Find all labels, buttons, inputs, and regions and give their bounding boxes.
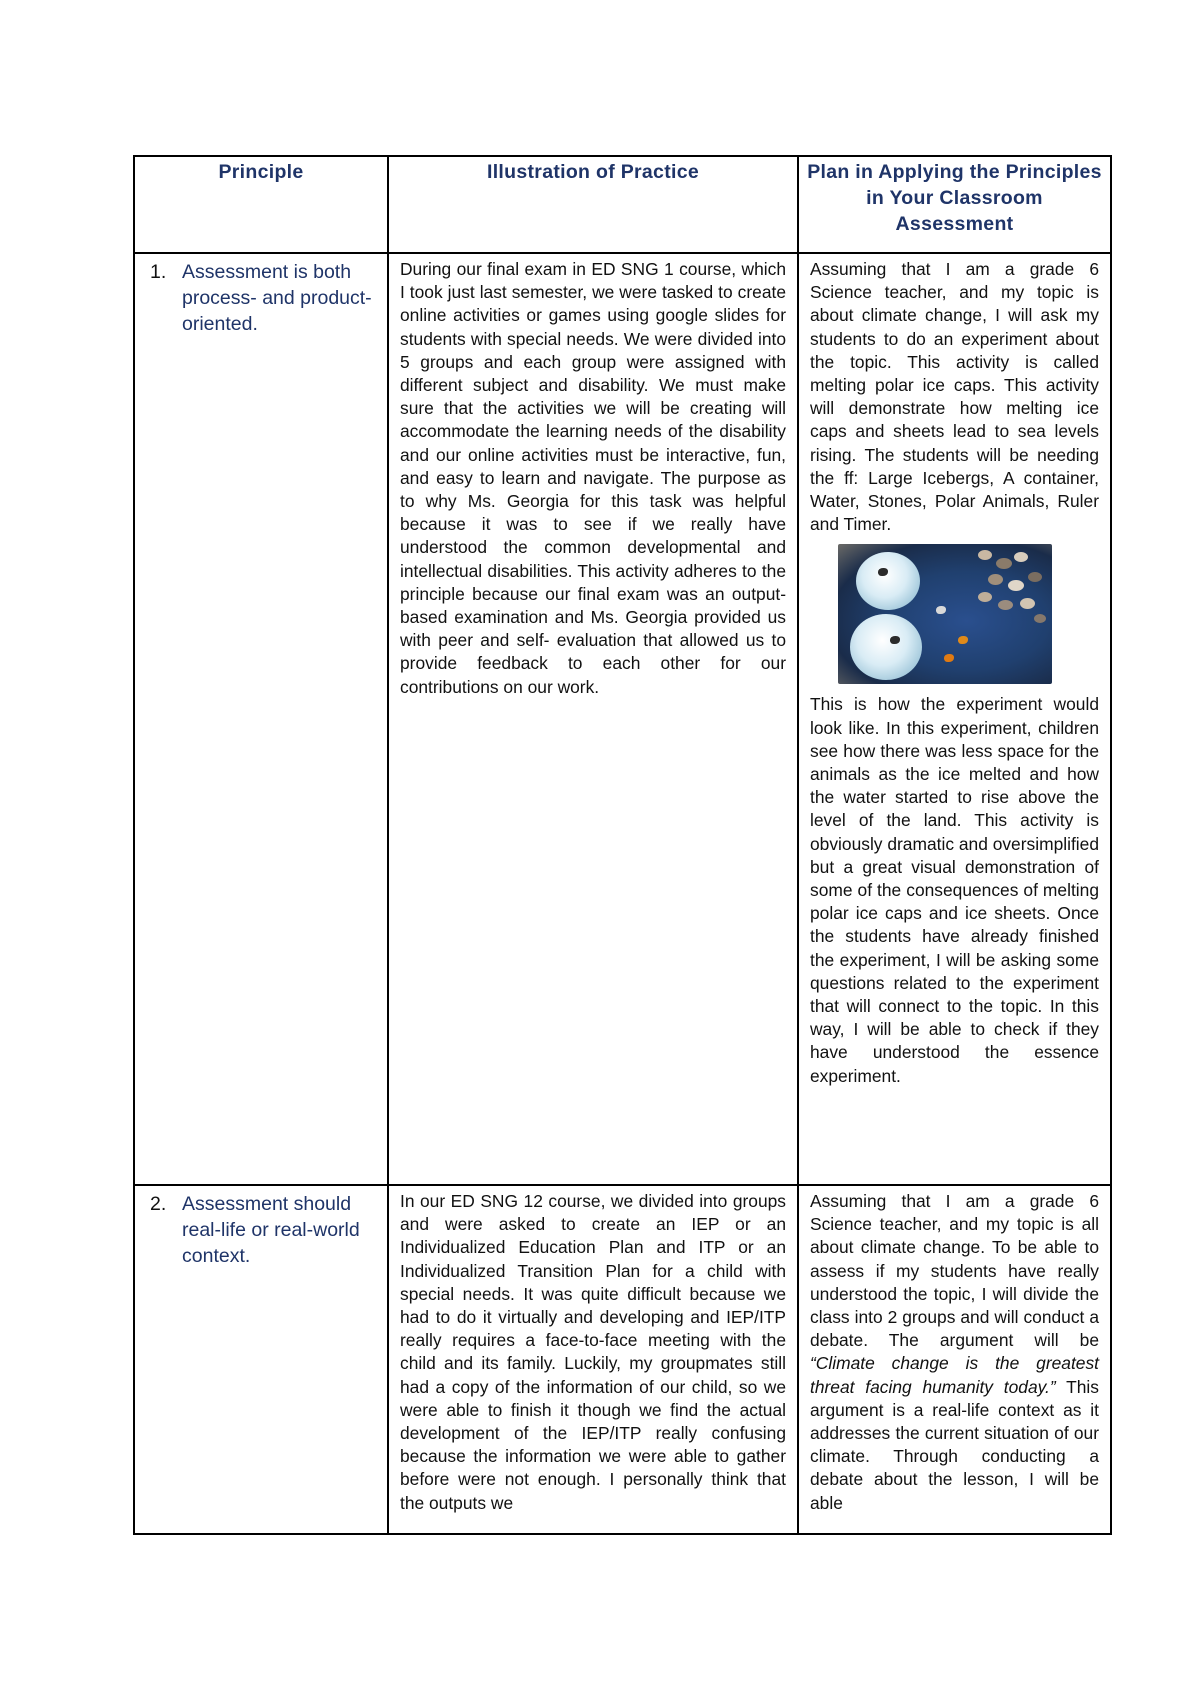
plan-text: [800, 1187, 1109, 1515]
principle-cell: [134, 1185, 388, 1534]
illustration-cell: [388, 1185, 798, 1534]
principle-text: Assessment is both process- and product- oriented.: [182, 261, 372, 335]
table-row: [134, 1185, 1111, 1534]
illustration-cell: [388, 253, 798, 1185]
plan-cell: [798, 253, 1111, 1185]
illustration-text: During our final exam in ED SNG 1 course, which I took just last semester, we were tasked to create online activities or games using google slides for students with special needs. We were divided into 5 groups and each group were assigned with different subject and disability. We must make sure that the activities we will be creating will accommodate the learning needs of the disability and our online activities must be interactive, fun, and easy to learn and navigate. The purpose as to why Ms. Georgia for this task was helpful because it was to see if we really have understood the common developmental and intellectual disabilities. This activity adheres to the principle because our final exam was an output-based examination and Ms. Georgia provided us with peer and self- evaluation that allowed us to provide feedback to each other for our contributions on our work.: [400, 259, 786, 697]
table-header-row: [134, 156, 1111, 253]
plan-text-before: Assuming that I am a grade 6 Science teacher, and my topic is all about climate change. To be able to assess if my students have really understood the topic, I will divide the class into 2 groups and will conduct a debate. The argument will be: [810, 1191, 1099, 1351]
illustration-text: In our ED SNG 12 course, we divided into groups and were asked to create an IEP or an Individualized Education Plan and ITP or an Individualized Transition Plan for a child with special needs. It was quite difficult because we had to do it virtually and developing and IEP/ITP really requires a face-to-face meeting with the child and its family. Luckily, my groupmates still had a copy of the information of our child, so we were able to finish it though we find the actual development of the IEP/ITP really confusing because the information we were able to gather before were not enough. I personally think that the outputs we: [400, 1191, 786, 1513]
plan-text-part2: This is how the experiment would look like. In this experiment, children see how there was less space for the animals as the ice melted and how the water started to rise above the level of the land. This activity is obviously dramatic and oversimplified but a great visual demonstration of some of the consequences of melting polar ice caps and ice sheets. Once the students have already finished the experiment, I will be asking some questions related to the experiment that will connect to the topic. In this way, I will be able to check if they have understood the essence experiment.: [810, 694, 1100, 1086]
principle-text: Assessment should real-life or real-world context.: [182, 1193, 360, 1267]
table-row: [134, 253, 1111, 1185]
principle-number: 1.: [150, 261, 167, 283]
principle-cell: [134, 253, 388, 1185]
assessment-principles-table: [133, 155, 1112, 1535]
header-plan: Plan in Applying the Principles in Your Classroom Assessment: [798, 156, 1111, 253]
header-principle: Principle: [134, 156, 388, 253]
photo-icon: [838, 544, 1052, 684]
plan-text-after: This argument is a real-life context as it addresses the current situation of our climate. Through conducting a debate about the lesson, I will be able: [810, 1376, 1099, 1513]
debate-quote: “Climate change is the greatest threat facing humanity today.”: [810, 1353, 1099, 1397]
plan-text-part1: Assuming that I am a grade 6 Science teacher, and my topic is about climate change, I will ask my students to do an experiment about the topic. This activity is called melting polar ice caps. This activity will demonstrate how melting ice caps and sheets lead to sea levels rising. The students will be needing the ff: Large Icebergs, A container, Water, Stones, Polar Animals, Ruler and Timer.: [810, 259, 1099, 535]
principle-number: 2.: [150, 1193, 167, 1215]
plan-cell: [798, 1185, 1111, 1534]
header-illustration: Illustration of Practice: [388, 156, 798, 253]
